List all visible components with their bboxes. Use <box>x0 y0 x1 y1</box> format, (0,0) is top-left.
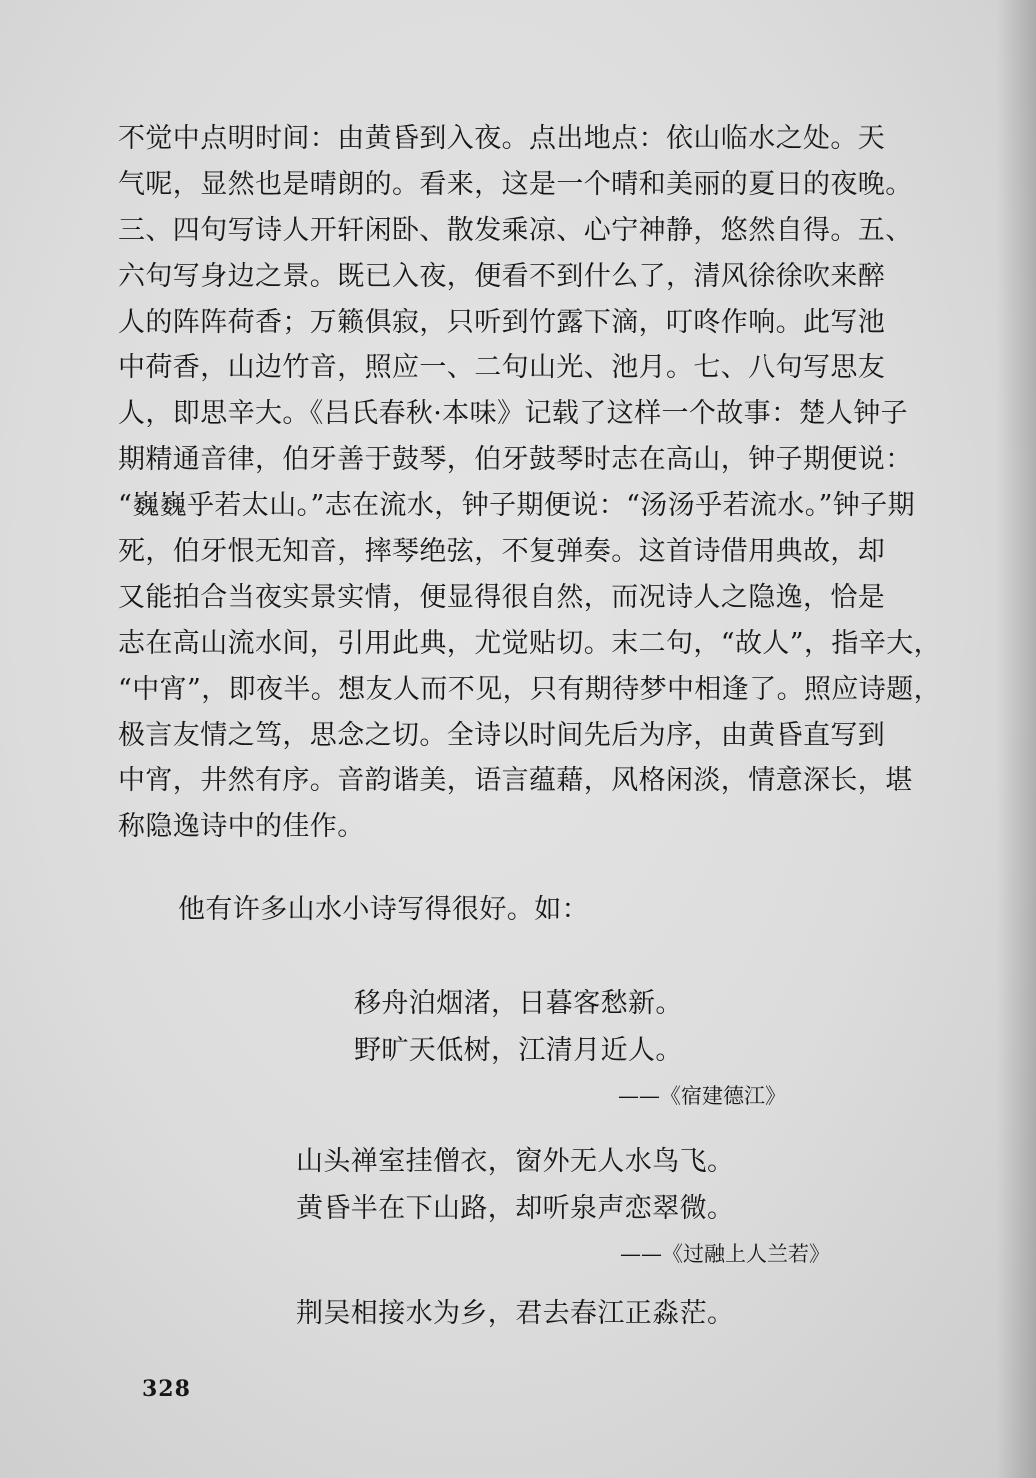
page-number: 328 <box>142 1376 191 1402</box>
poem-su-jian-de-jiang <box>354 980 683 1074</box>
poem-third <box>296 1290 734 1337</box>
text-line: 志在高山流水间，引用此典，尤觉贴切。末二句，“故人”，指辛大， <box>118 627 942 659</box>
text-line: 六句写身边之景。既已入夜，便看不到什么了，清风徐徐吹来醉 <box>118 260 886 292</box>
poem-line: 山头禅室挂僧衣，窗外无人水鸟飞。 <box>296 1146 735 1177</box>
text-line: 气呢，显然也是晴朗的。看来，这是一个晴和美丽的夏日的夜晚。 <box>118 168 913 200</box>
poem-line: 荆吴相接水为乡，君去春江正淼茫。 <box>296 1298 735 1329</box>
text-line: 不觉中点明时间：由黄昏到入夜。点出地点：依山临水之处。天 <box>118 123 886 154</box>
text-line: “巍巍乎若太山。”志在流水，钟子期便说：“汤汤乎若流水。”钟子期 <box>118 490 916 522</box>
text-line: “中宵”，即夜半。想友人而不见，只有期待梦中相逢了。照应诗题， <box>118 673 942 705</box>
text-line: 又能拍合当夜实景实情，便显得很自然，而况诗人之隐逸，恰是 <box>118 581 886 613</box>
poem-guo-rong-shang-ren <box>296 1138 734 1232</box>
text-line: 中宵，井然有序。音韵谐美，语言蕴藉，风格闲淡，情意深长，堪 <box>118 765 913 797</box>
page-edge-shadow <box>996 0 1036 1478</box>
text-line: 极言友情之笃，思念之切。全诗以时间先后为序，由黄昏直写到 <box>118 719 886 751</box>
text-line: 称隐逸诗中的佳作。 <box>118 811 365 843</box>
text-line: 中荷香，山边竹音，照应一、二句山光、池月。七、八句写思友 <box>118 352 886 384</box>
poem-line: 野旷天低树，江清月近人。 <box>354 1035 683 1066</box>
poem-line: 移舟泊烟渚，日暮客愁新。 <box>354 988 683 1019</box>
text-line: 人，即思辛大。《吕氏春秋·本味》记载了这样一个故事：楚人钟子 <box>118 398 909 430</box>
poem-source: ——《宿建德江》 <box>618 1084 786 1108</box>
text-line: 人的阵阵荷香；万籁俱寂，只听到竹露下滴，叮咚作响。此写池 <box>118 306 886 338</box>
poem-line: 黄昏半在下山路，却听泉声恋翠微。 <box>296 1193 735 1224</box>
text-line: 期精通音律，伯牙善于鼓琴，伯牙鼓琴时志在高山，钟子期便说： <box>118 444 913 476</box>
text-line: 三、四句写诗人开轩闲卧、散发乘凉、心宁神静，悠然自得。五、 <box>118 214 913 246</box>
commentary-text <box>118 116 942 850</box>
text-line: 死，伯牙恨无知音，摔琴绝弦，不复弹奏。这首诗借用典故，却 <box>118 536 886 568</box>
poem-source: ——《过融上人兰若》 <box>620 1242 830 1266</box>
intro-paragraph: 他有许多山水小诗写得很好。如： <box>178 894 589 925</box>
